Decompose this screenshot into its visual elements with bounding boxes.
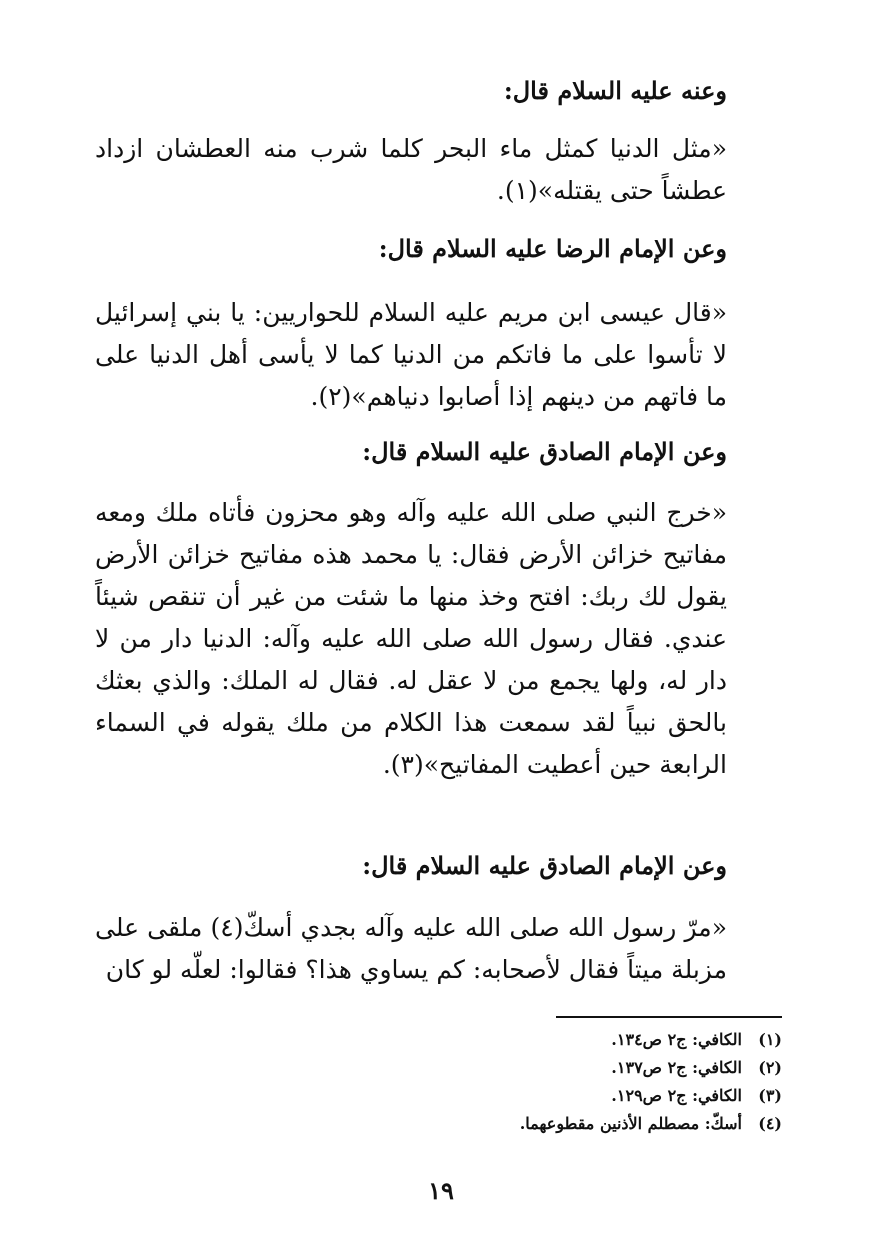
page-number: ١٩	[428, 1176, 454, 1205]
footnote-3	[182, 1082, 782, 1110]
footnote-2	[182, 1054, 782, 1082]
footnote-1	[182, 1026, 782, 1054]
passage-1-heading: وعنه عليه السلام قال:	[503, 76, 727, 105]
footnote-number: (١)	[758, 1030, 782, 1049]
footnote-text: الكافي: ج٢ ص١٣٤.	[611, 1030, 742, 1049]
passage-2-text: «قال عيسى ابن مريم عليه السلام للحواريين: يا بني إسرائيل لا تأسوا على ما فاتكم من الدنيا كما لا يأسى أهل الدنيا على ما فاتهم من دينهم إذا أصابوا دنياهم»(٢).	[95, 298, 727, 411]
passage-4-text: «مرّ رسول الله صلى الله عليه وآله بجدي أسكّ(٤) ملقى على مزبلة ميتاً فقال لأصحابه: كم يساوي هذا؟ فقالوا: لعلّه لو كان	[95, 913, 727, 984]
passage-2-heading: وعن الإمام الرضا عليه السلام قال:	[378, 234, 727, 263]
footnotes	[182, 1026, 782, 1138]
passage-1-text: «مثل الدنيا كمثل ماء البحر كلما شرب منه العطشان ازداد عطشاً حتى يقتله»(١).	[95, 134, 727, 205]
passage-3-text: «خرج النبي صلى الله عليه وآله وهو محزون فأتاه ملك ومعه مفاتيح خزائن الأرض فقال: يا محمد هذه مفاتيح خزائن الأرض يقول لك ربك: افتح وخذ منها ما شئت من غير أن تنقص شيئاً عندي. فقال رسول الله صلى الله عليه وآله: الدنيا دار من لا دار له، ولها يجمع من لا عقل له. فقال له الملك: والذي بعثك بالحق نبياً لقد سمعت هذا الكلام من ملك يقوله في السماء الرابعة حين أعطيت المفاتيح»(٣).	[95, 498, 727, 779]
footnote-number: (٢)	[758, 1058, 782, 1077]
footnote-text: أسكّ: مصطلم الأذنين مقطوعهما.	[519, 1114, 742, 1133]
footnote-number: (٤)	[758, 1114, 782, 1133]
footnote-text: الكافي: ج٢ ص١٣٧.	[611, 1058, 742, 1077]
footnote-number: (٣)	[758, 1086, 782, 1105]
footnote-text: الكافي: ج٢ ص١٢٩.	[611, 1086, 742, 1105]
passage-3-heading: وعن الإمام الصادق عليه السلام قال:	[362, 437, 727, 466]
footnote-4	[182, 1110, 782, 1138]
footnote-divider	[556, 1016, 782, 1018]
passage-4-heading: وعن الإمام الصادق عليه السلام قال:	[362, 851, 727, 880]
